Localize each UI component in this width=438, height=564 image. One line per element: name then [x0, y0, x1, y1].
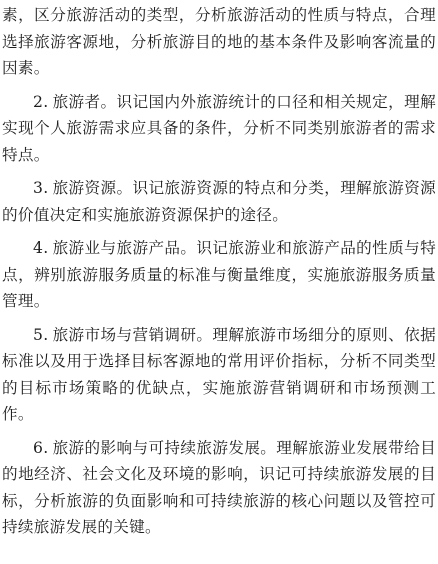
paragraph-text: 旅游资源。识记旅游资源的特点和分类，理解旅游资源的价值决定和实施旅游资源保护的途径。	[2, 179, 436, 224]
paragraph-1	[2, 2, 436, 82]
paragraph-number: 3.	[33, 179, 49, 197]
paragraph-4-industry	[2, 235, 436, 315]
paragraph-text: 旅游的影响与可持续旅游发展。理解旅游业发展带给目的地经济、社会文化及环境的影响，识记可持续旅游发展的目标，分析旅游的负面影响和可持续旅游的核心问题以及管控可持续旅游发展的关键。	[2, 438, 436, 536]
paragraph-3-resources	[2, 175, 436, 228]
paragraph-text: 旅游业与旅游产品。识记旅游业和旅游产品的性质与特点，辨别旅游服务质量的标准与衡量维度，实施旅游服务质量管理。	[2, 239, 436, 310]
paragraph-number: 6.	[33, 438, 49, 457]
paragraph-number: 4.	[33, 239, 49, 257]
paragraph-text: 素，区分旅游活动的类型，分析旅游活动的性质与特点，合理选择旅游客源地，分析旅游目的地的基本条件及影响客流量的因素。	[2, 6, 436, 77]
paragraph-number: 2.	[33, 92, 49, 111]
paragraph-5-market	[2, 322, 436, 428]
paragraph-text: 旅游者。识记国内外旅游统计的口径和相关规定，理解实现个人旅游需求应具备的条件，分析不同类别旅游者的需求特点。	[2, 92, 436, 164]
paragraph-2-tourists	[2, 89, 436, 169]
paragraph-number: 5.	[33, 325, 49, 344]
paragraph-6-impact	[2, 435, 436, 541]
paragraph-text: 旅游市场与营销调研。理解旅游市场细分的原则、依据标准以及用于选择目标客源地的常用评价指标，分析不同类型的目标市场策略的优缺点，实施旅游营销调研和市场预测工作。	[2, 325, 436, 423]
